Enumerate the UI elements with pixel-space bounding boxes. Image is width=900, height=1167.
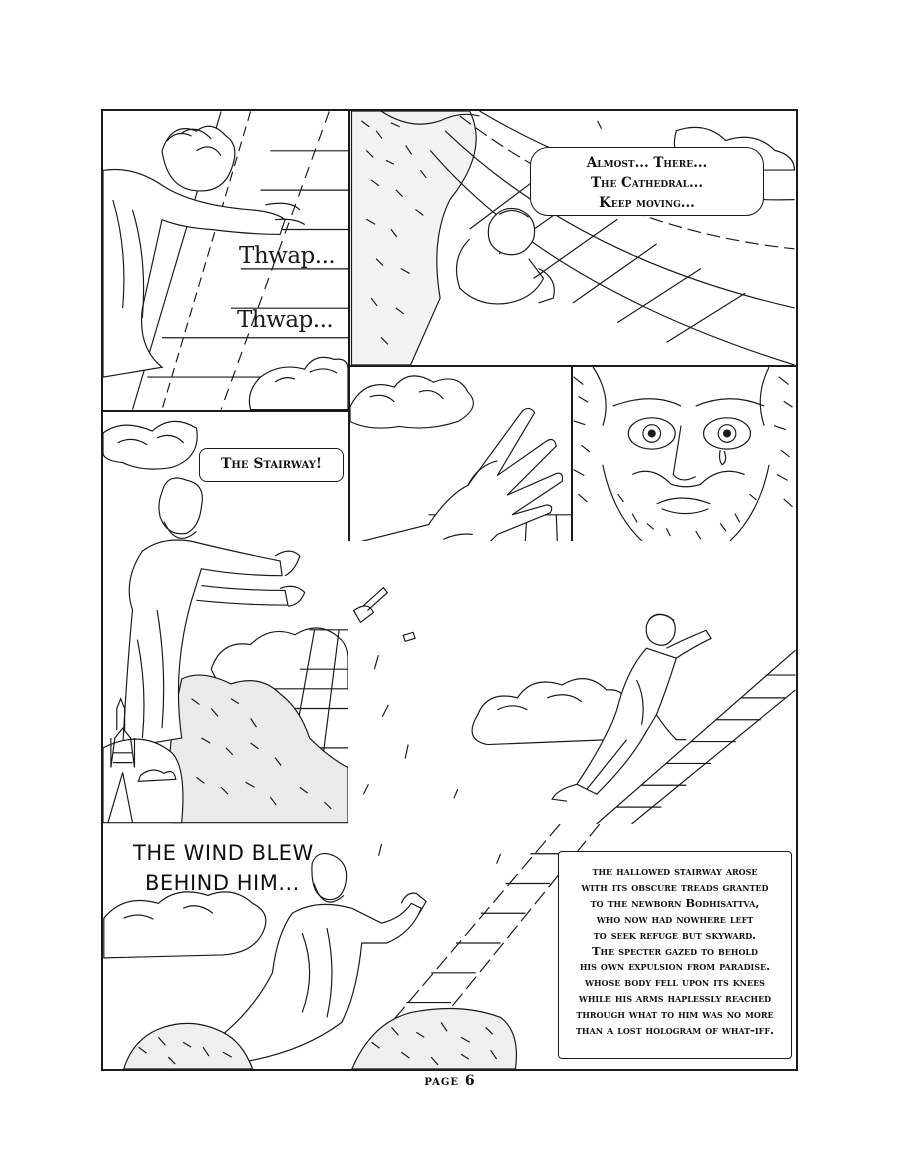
speech-bubble-the-stairway: The Stairway! xyxy=(199,448,344,482)
page-number: page 6 xyxy=(424,1073,476,1089)
panel-2-crawling xyxy=(348,109,798,367)
panel-7-kneeling xyxy=(101,824,798,1071)
speech-bubble-almost-there xyxy=(530,147,764,216)
sound-effect-thwap-1: Thwap... xyxy=(239,243,336,269)
bubble-line-3: Keep moving... xyxy=(599,195,695,211)
narration-line: than a lost hologram of what-iff. xyxy=(575,1023,775,1038)
panel-4-old-man-shouting xyxy=(101,410,350,826)
panel-5-teary-face xyxy=(571,365,798,543)
narration-line: while his arms haplessly reached xyxy=(578,991,772,1006)
narration-line: The specter gazed to behold xyxy=(592,943,758,958)
narration-line: his own expulsion from paradise. xyxy=(579,959,771,974)
narration-line: to seek refuge but skyward. xyxy=(593,927,757,942)
narration-line: who now had nowhere left xyxy=(596,911,754,926)
narration-box xyxy=(558,851,792,1059)
bubble-line-1: Almost... There... xyxy=(586,155,708,171)
caption-wind-blew xyxy=(133,838,314,898)
narration-line: with its obscure treads granted xyxy=(581,879,769,894)
bubble-line-2: The Cathedral... xyxy=(590,175,704,191)
sound-effect-thwap-2: Thwap... xyxy=(237,307,334,333)
caption-line-2: BEHIND HIM... xyxy=(145,871,300,895)
narration-line: through what to him was no more xyxy=(576,1007,774,1022)
narration-line: whose body fell upon its knees xyxy=(585,975,765,990)
panel-6-artwork xyxy=(348,541,796,824)
narration-line: to the newborn Bodhisattva, xyxy=(590,895,760,910)
narration-line: the hallowed stairway arose xyxy=(592,864,758,878)
panel-1-railing xyxy=(101,109,350,412)
panel-5-artwork xyxy=(573,367,796,541)
panel-6-climbing-stairway xyxy=(348,541,798,826)
caption-line-1: THE WIND BLEW xyxy=(133,841,314,865)
